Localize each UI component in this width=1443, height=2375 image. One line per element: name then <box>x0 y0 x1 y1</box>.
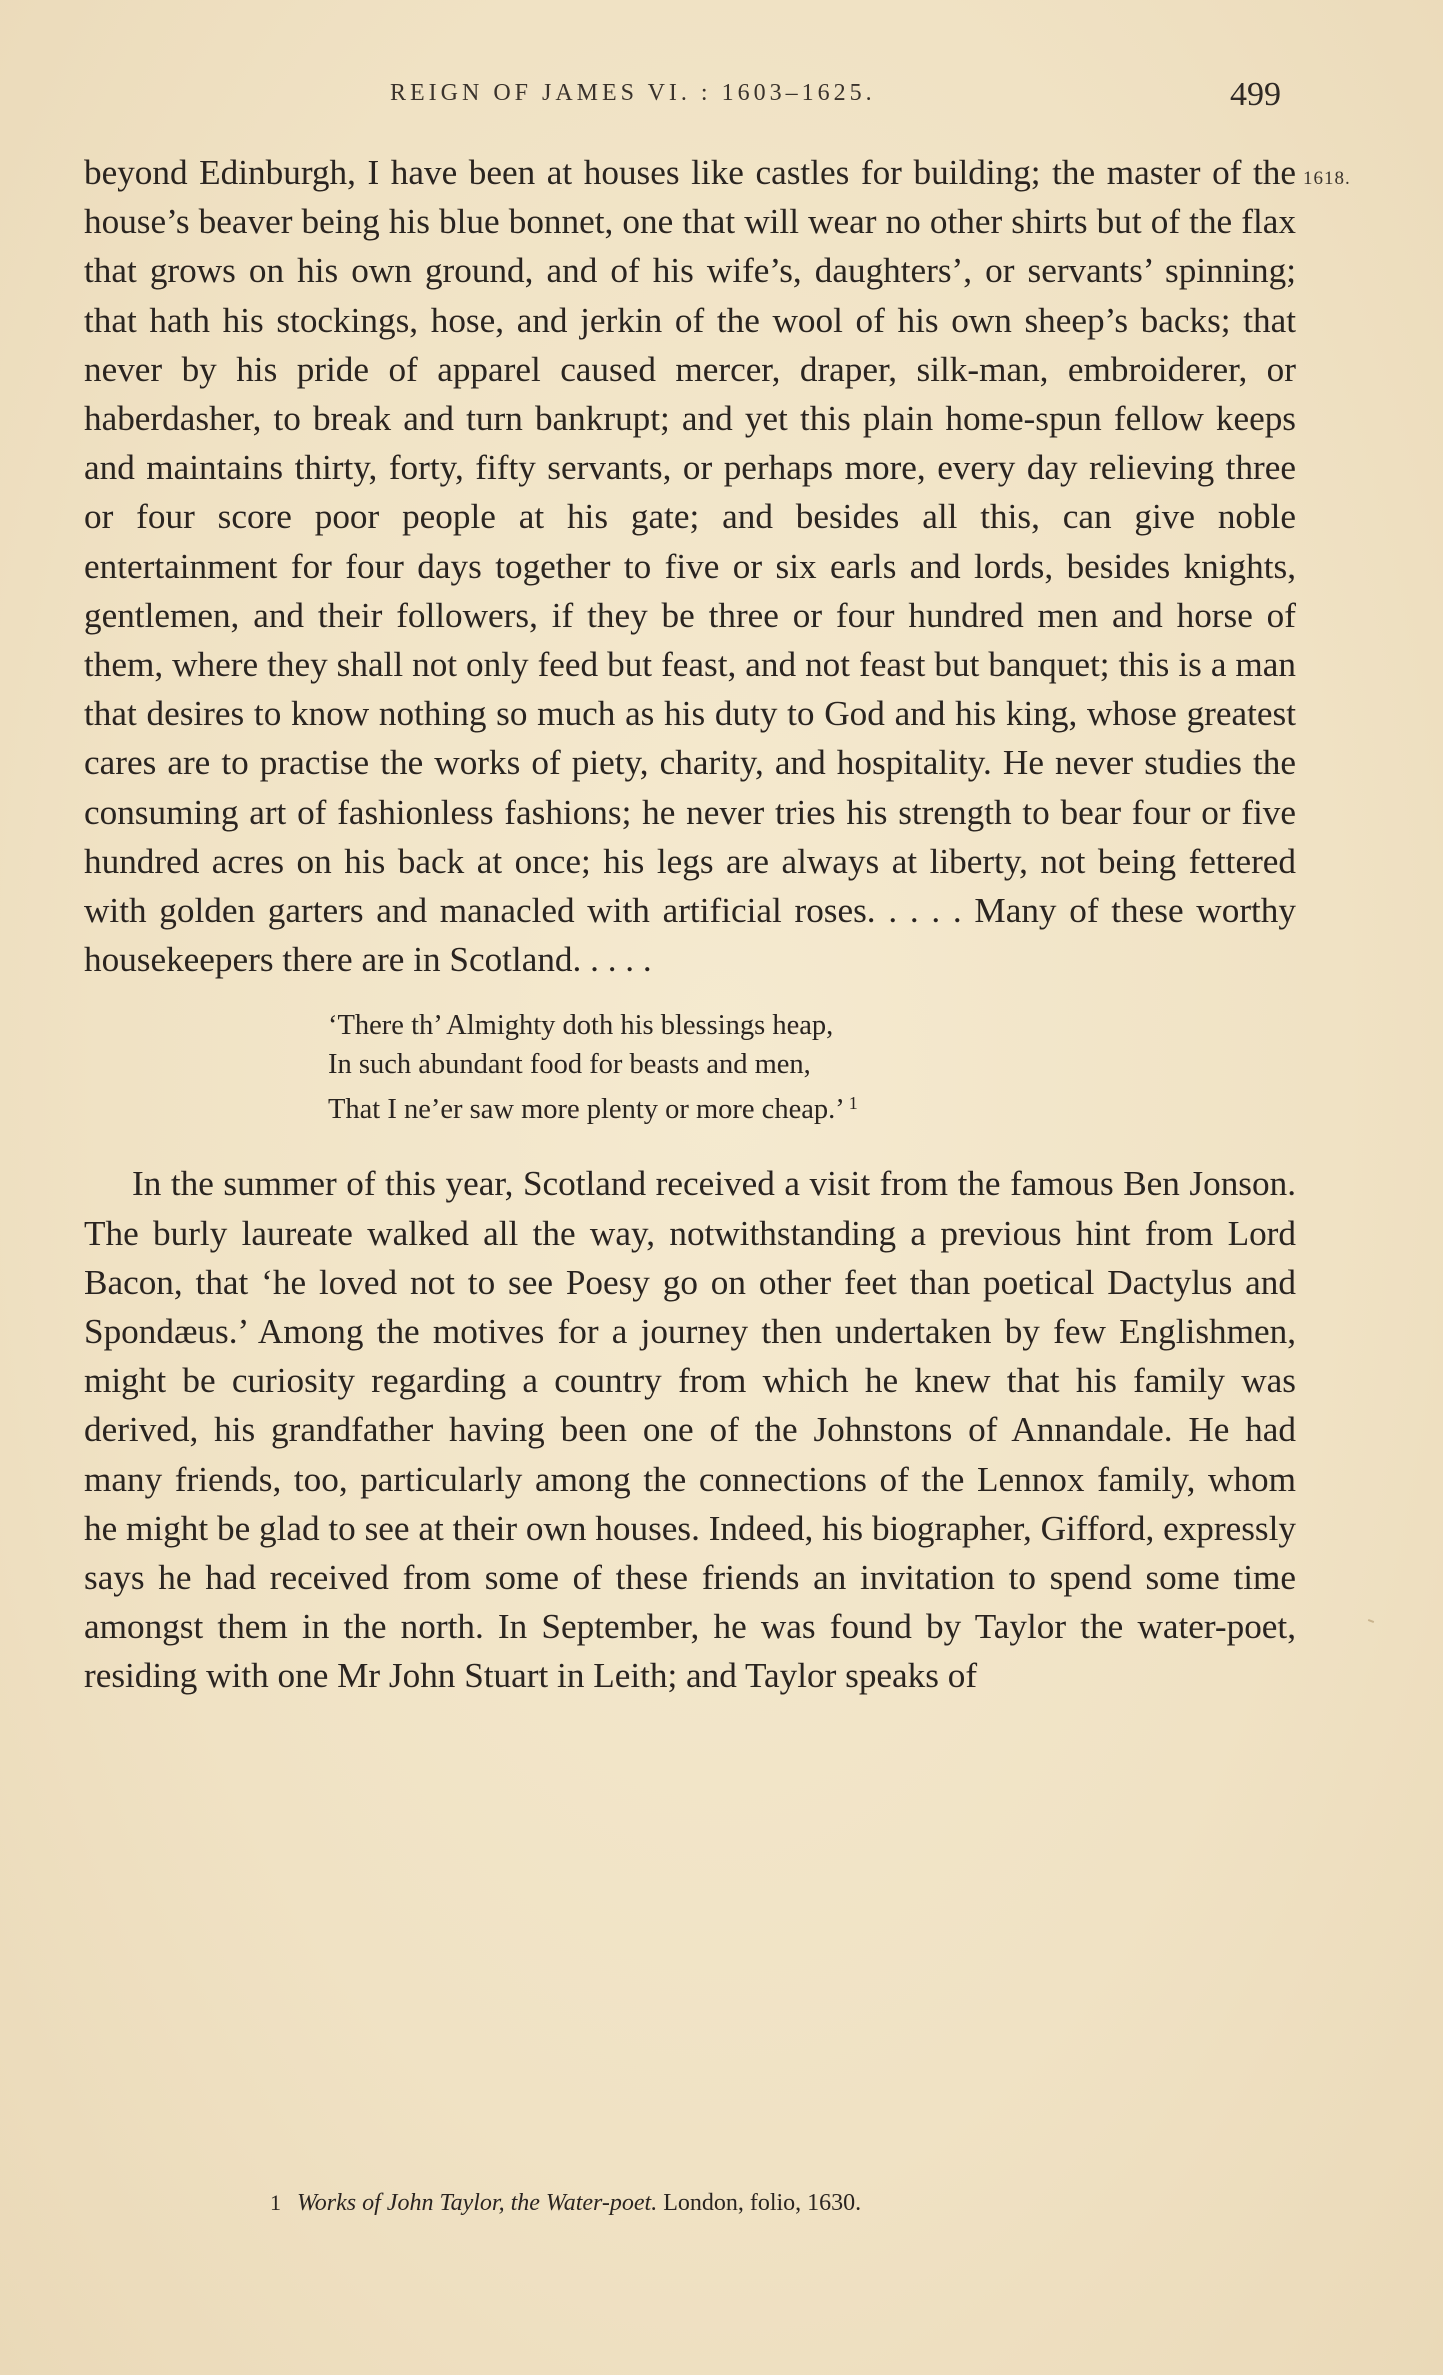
margin-year-note: 1618. <box>1303 168 1351 189</box>
verse-line <box>328 1084 1296 1129</box>
paragraph-ben-jonson: In the summer of this year, Scotland received a visit from the famous Ben Jonson. The burly laureate walked all the way, notwithstanding a previous hint from Lord Bacon, that ‘he loved not to see Poesy go on other feet than poetical Dactylus and Spondæus.’ Among the motives for a journey then undertaken by few Englishmen, might be curiosity regarding a country from which he knew that his family was derived, his grandfather having been one of the Johnstons of Annandale. He had many friends, too, particularly among the connections of the Lennox family, whom he might be glad to see at their own houses. Indeed, his biographer, Gifford, expressly says he had received from some of these friends an invitation to spend some time amongst them in the north. In September, he was found by Taylor the water-poet, residing with one Mr John Stuart in Leith; and Taylor speaks of <box>84 1164 1296 1696</box>
running-head: REIGN OF JAMES VI. : 1603–1625. <box>390 80 876 106</box>
verse-quotation <box>328 1006 1296 1129</box>
footnote-number: 1 <box>270 2190 281 2215</box>
footnote-reference[interactable]: 1 <box>848 1093 858 1114</box>
page-number: 499 <box>1230 76 1281 113</box>
footnote-details: London, folio, 1630. <box>663 2190 862 2216</box>
verse-line-text: That I ne’er saw more plenty or more cheap.’ <box>328 1094 845 1126</box>
paper-speck <box>1368 1619 1374 1623</box>
body-text <box>84 148 1296 1701</box>
footnote-title: Works of John Taylor, the Water-poet. <box>297 2190 658 2216</box>
verse-line: In such abundant food for beasts and men, <box>328 1049 811 1081</box>
verse-line: ‘There th’ Almighty doth his blessings heap, <box>328 1010 834 1042</box>
footnote <box>270 2190 861 2217</box>
paragraph-housekeepers: beyond Edinburgh, I have been at houses like castles for building; the master of the house’s beaver being his blue bonnet, one that will wear no other shirts but of the flax that grows on his own ground, and of his wife’s, daughters’, or servants’ spinning; that hath his stockings, hose, and jerkin of the wool of his own sheep’s backs; that never by his pride of apparel caused mercer, draper, silk-man, embroiderer, or haberdasher, to break and turn bankrupt; and yet this plain home-spun fellow keeps and maintains thirty, forty, fifty servants, or perhaps more, every day relieving three or four score poor people at his gate; and besides all this, can give noble entertainment for four days together to five or six earls and lords, besides knights, gentlemen, and their followers, if they be three or four hundred men and horse of them, where they shall not only feed but feast, and not feast but banquet; this is a man that desires to know nothing so much as his duty to God and his king, whose greatest cares are to practise the works of piety, charity, and hospitality. He never studies the consuming art of fashionless fashions; he never tries his strength to bear four or five hundred acres on his back at once; his legs are always at liberty, not being fettered with golden garters and manacled with artificial roses. . . . . Many of these worthy housekeepers there are in Scotland. . . . . <box>84 153 1296 980</box>
